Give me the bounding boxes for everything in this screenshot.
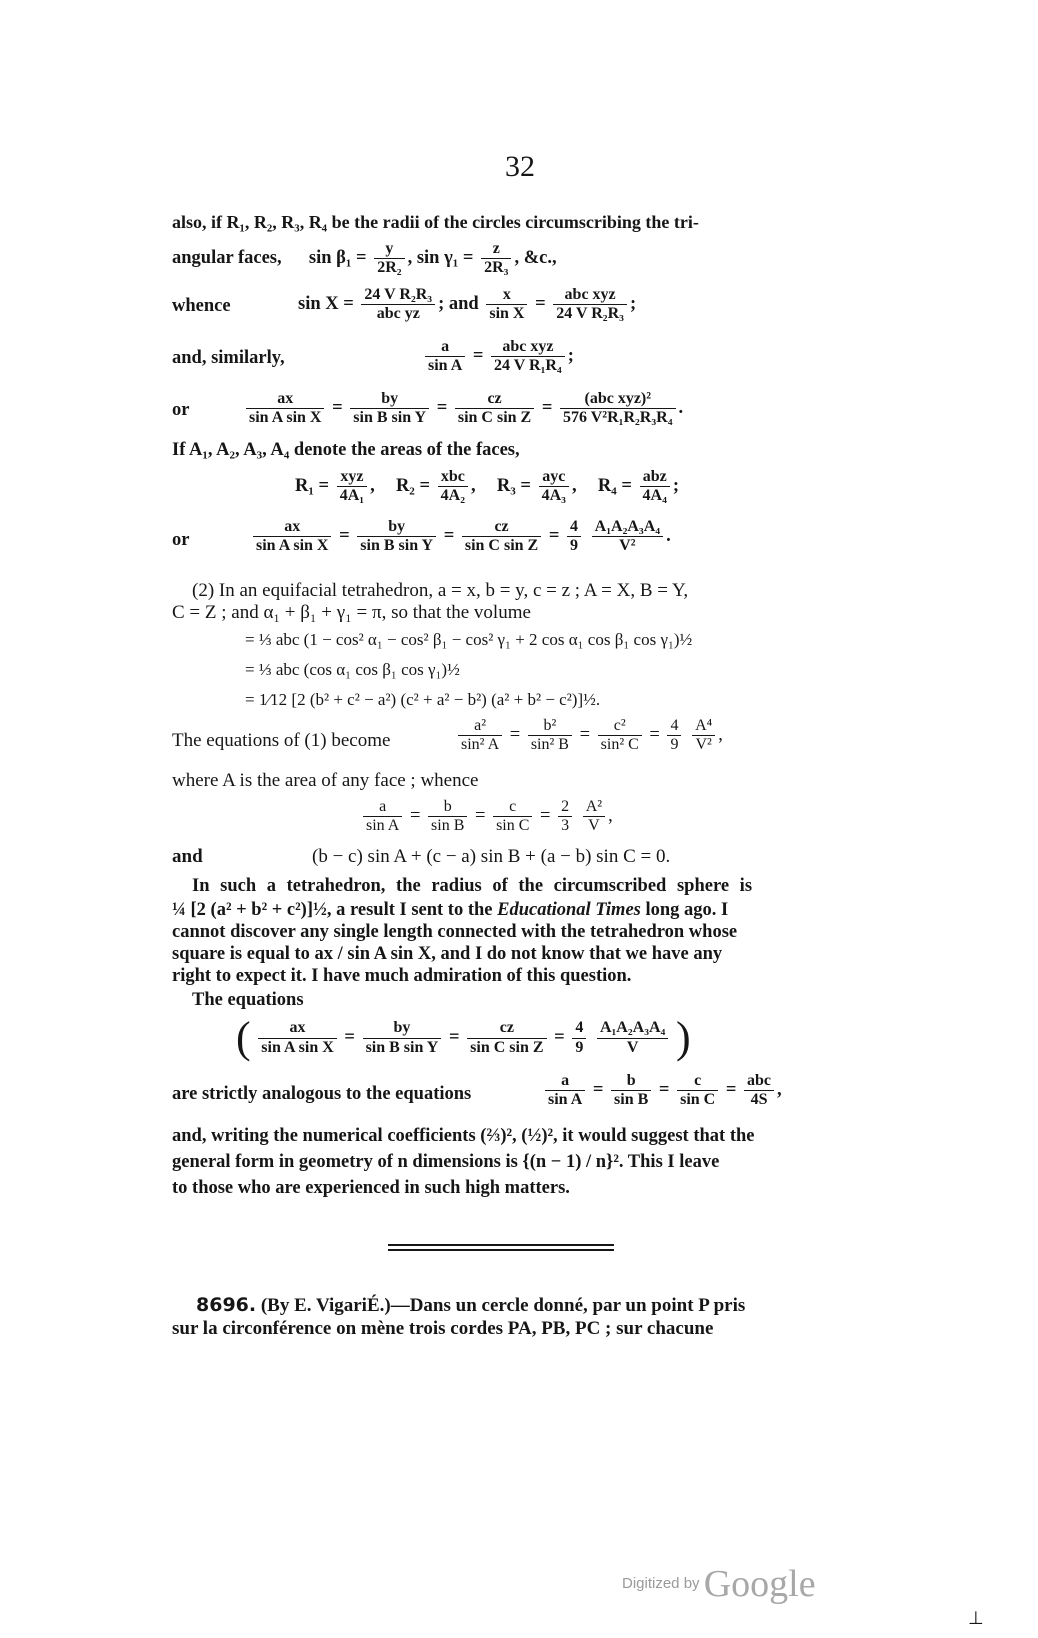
denominator: sin X (489, 305, 525, 323)
fraction (462, 518, 541, 556)
fraction (493, 798, 532, 836)
text-fragment: ¼ [2 (a² + b² + c²)]½, a result I sent to the (172, 900, 493, 920)
numerator: by (363, 1019, 442, 1038)
denominator: sin A sin X (261, 1038, 334, 1056)
denominator: 4A₂ (440, 487, 465, 505)
numerator: xbc (438, 468, 468, 487)
fraction (361, 286, 435, 324)
numerator: cz (455, 390, 534, 409)
fraction (357, 518, 436, 556)
text-fragment: ; and (438, 294, 479, 315)
equation-line: sin X = $\frac{\text{24 V R₂R₃}}{\text{abc yz}}$ ; and $\frac{x}{\text{sin X}}$ = $\frac{\text{abc xyz}}{\text{24 V R₂R₃}}$ ; (298, 286, 637, 323)
denominator: 4A₃ (541, 487, 566, 505)
equation-line: $\frac{\text{a²}}{\text{sin² A}}$ = $\frac{\text{b²}}{\text{sin² B}}$ = $\frac{\text{c²}}{\text{sin² C}}$ = $\frac{4}{9}$ $\frac{\text{A⁴}}{\text{V²}}$ , (455, 717, 723, 755)
numerator: 4 (567, 518, 581, 537)
numerator: A² (583, 798, 605, 817)
denominator: sin A sin X (249, 409, 322, 427)
equation-line: = 1⁄12 [2 (b² + c² − a²) (c² + a² − b²) (a² + b² − c²)]½. (245, 690, 601, 709)
fraction (246, 390, 324, 428)
text-or: or (172, 530, 190, 550)
left-paren: ( (236, 1013, 251, 1062)
denominator: 576 V²R₁R₂R₃R₄ (563, 409, 673, 427)
equation-line: $\frac{a}{\text{sin A}}$ = $\frac{b}{\text{sin B}}$ = $\frac{c}{\text{sin C}}$ = $\frac{2}{3}$ $\frac{\text{A²}}{V}$ , (360, 798, 613, 836)
text-line: In such a tetrahedron, the radius of the circumscribed sphere is (192, 876, 753, 896)
denominator: sin B sin Y (360, 537, 434, 555)
fraction (572, 1019, 586, 1057)
numerator: xyz (337, 468, 367, 487)
numerator: b (428, 798, 467, 817)
text-fragment: R₂ = (395, 476, 431, 497)
denominator: sin B (614, 1091, 649, 1109)
fraction (455, 390, 534, 428)
fraction (467, 1019, 546, 1057)
denominator: sin² A (461, 736, 500, 754)
fraction (486, 286, 527, 324)
fraction (545, 1072, 585, 1110)
denominator: 9 (570, 537, 579, 555)
text-fragment: angular faces, (172, 248, 282, 269)
denominator: sin B sin Y (365, 1038, 439, 1056)
denominator: sin² B (530, 736, 569, 754)
fraction (491, 338, 565, 376)
fraction (438, 468, 468, 506)
fraction (539, 468, 569, 506)
denominator: 3 (561, 817, 570, 835)
text-line: and, writing the numerical coefficients (⅔)², (½)², it would suggest that the (172, 1126, 755, 1146)
text-and-similarly: and, similarly, (172, 348, 285, 368)
fraction (350, 390, 429, 428)
page-number: 32 (505, 150, 535, 183)
equation-line: $\frac{ax}{\text{sin A sin X}}$ = $\frac{by}{\text{sin B sin Y}}$ = $\frac{cz}{\text{sin C sin Z}}$ = $\frac{\text{(abc xyz)²}}{\text{576 V²R₁R₂R₃R₄}}$ . (243, 390, 683, 428)
numerator: A₁A₂A₃A₄ (597, 1019, 668, 1038)
equation-line: $\frac{a}{\text{sin A}}$ = $\frac{\text{abc xyz}}{\text{24 V R₁R₄}}$ ; (422, 338, 574, 376)
denominator: V (588, 817, 600, 835)
equation-line: $\frac{ax}{\text{sin A sin X}}$ = $\frac{by}{\text{sin B sin Y}}$ = $\frac{cz}{\text{sin C sin Z}}$ = $\frac{4}{9}$ $\frac{\text{A₁A₂A₃A₄}}{\text{V²}}$ . (250, 518, 671, 556)
fraction (592, 518, 663, 556)
text-line: If A₁, A₂, A₃, A₄ denote the areas of the faces, (172, 440, 520, 460)
denominator: sin B sin Y (353, 409, 427, 427)
text-line: general form in geometry of n dimensions is {(n − 1) / n}². This I leave (172, 1152, 720, 1172)
right-paren: ) (675, 1013, 691, 1062)
watermark-text: Digitized by (622, 1574, 700, 1592)
corner-mark-icon: ⊥ (968, 1608, 984, 1629)
numerator: A₁A₂A₃A₄ (592, 518, 663, 537)
numerator: x (486, 286, 527, 305)
numerator: a (363, 798, 402, 817)
text-line: where A is the area of any face ; whence (172, 770, 479, 791)
denominator: sin² C (600, 736, 639, 754)
question-number: 8696. (196, 1294, 257, 1316)
fraction (692, 717, 715, 755)
fraction (640, 468, 670, 506)
text-line: The equations of (1) become (172, 730, 391, 751)
numerator: cz (467, 1019, 546, 1038)
fraction (560, 390, 675, 428)
text-line: right to expect it. I have much admiration of this question. (172, 966, 632, 986)
fraction (337, 468, 367, 506)
denominator: sin A (428, 357, 463, 375)
numerator: 2 (558, 798, 572, 817)
fraction (611, 1072, 651, 1110)
text-fragment: (By E. VigariÉ.)—Dans un cercle donné, par un point P pris (260, 1295, 746, 1316)
fraction (425, 338, 465, 376)
text-line: cannot discover any single length connected with the tetrahedron whose (172, 922, 738, 942)
journal-title: Educational Times (497, 900, 641, 920)
section-divider (388, 1244, 614, 1246)
denominator: sin A sin X (256, 537, 329, 555)
google-logo: Google (703, 1563, 816, 1605)
numerator: by (350, 390, 429, 409)
text-line: also, if R₁, R₂, R₃, R₄ be the radii of the circles circumscribing the tri- (172, 212, 699, 232)
equation-line (172, 240, 557, 278)
numerator: ayc (539, 468, 569, 487)
text-line: square is equal to ax / sin A sin X, and I do not know that we have any (172, 944, 723, 964)
numerator: c² (598, 717, 642, 736)
denominator: sin C sin Z (464, 537, 539, 555)
text-line: C = Z ; and α₁ + β₁ + γ₁ = π, so that the volume (172, 602, 531, 623)
fraction (428, 798, 467, 836)
text-fragment: sin X = (298, 294, 354, 315)
fraction (558, 798, 572, 836)
denominator: sin C (496, 817, 530, 835)
denominator: sin C (680, 1091, 716, 1109)
text-fragment: , &c., (514, 248, 557, 269)
text-line (172, 900, 728, 921)
numerator: abc xyz (553, 286, 627, 305)
denominator: 2R₃ (484, 259, 509, 277)
denominator: sin C sin Z (457, 409, 532, 427)
fraction (667, 717, 681, 755)
text-or: or (172, 400, 190, 420)
numerator: b² (528, 717, 572, 736)
text-line: are strictly analogous to the equations (172, 1084, 472, 1104)
numerator: 4 (667, 717, 681, 736)
denominator: sin A (366, 817, 400, 835)
denominator: sin B (431, 817, 465, 835)
text-line: The equations (192, 990, 304, 1010)
numerator: (abc xyz)² (560, 390, 675, 409)
equation-line: $\frac{a}{\text{sin A}}$ = $\frac{b}{\text{sin B}}$ = $\frac{c}{\text{sin C}}$ = $\frac{\text{abc}}{4S}$ , (542, 1072, 782, 1110)
fraction (481, 240, 511, 278)
equation-line: (b − c) sin A + (c − a) sin B + (a − b) sin C = 0. (312, 846, 671, 867)
denominator: 9 (575, 1038, 584, 1056)
fraction (253, 518, 331, 556)
numerator: a (425, 338, 465, 357)
google-watermark (622, 1562, 816, 1606)
fraction (374, 240, 404, 278)
text-fragment: , sin γ₁ = (407, 248, 474, 269)
fraction (583, 798, 605, 836)
denominator: abc yz (376, 305, 420, 323)
equation-line: R₁ = $\frac{\text{xyz}}{\text{4A₁}}$ , R₂ = $\frac{\text{xbc}}{\text{4A₂}}$ , R₃ = $\frac{\text{ayc}}{\text{4A₃}}$ , R₄ = $\frac{\text{abz}}{\text{4A₄}}$ ; (295, 468, 680, 505)
equation-line: = ⅓ abc (1 − cos² α₁ − cos² β₁ − cos² γ₁ + 2 cos α₁ cos β₁ cos γ₁)½ (245, 630, 693, 649)
equation-line: ( $\frac{ax}{\text{sin A sin X}}$ = $\frac{by}{\text{sin B sin Y}}$ = $\frac{cz}{\text{sin C sin Z}}$ = $\frac{4}{9}$ $\frac{\text{A₁A₂A₃A₄}}{V}$ ) (236, 1013, 691, 1062)
numerator: ax (246, 390, 324, 409)
text-fragment: R₃ = (496, 476, 531, 497)
text-fragment: R₁ = (295, 476, 330, 497)
fraction (258, 1019, 336, 1057)
denominator: sin A (548, 1091, 583, 1109)
numerator: cz (462, 518, 541, 537)
numerator: a (545, 1072, 585, 1091)
fraction (677, 1072, 718, 1110)
numerator: c (493, 798, 532, 817)
denominator: 2R₂ (377, 259, 402, 277)
text-line: sur la circonférence on mène trois cordes PA, PB, PC ; sur chacune (172, 1318, 714, 1339)
equation-line: = ⅓ abc (cos α₁ cos β₁ cos γ₁)½ (245, 660, 460, 679)
numerator: abc (744, 1072, 774, 1091)
numerator: 24 V R₂R₃ (361, 286, 435, 305)
text-line: (2) In an equifacial tetrahedron, a = x, b = y, c = z ; A = X, B = Y, (192, 580, 689, 601)
fraction (458, 717, 502, 755)
numerator: ax (253, 518, 331, 537)
denominator: 4A₄ (642, 487, 667, 505)
numerator: 4 (572, 1019, 586, 1038)
numerator: abc xyz (491, 338, 565, 357)
denominator: 4S (750, 1091, 768, 1109)
fraction (597, 1019, 668, 1057)
numerator: z (481, 240, 511, 259)
numerator: A⁴ (692, 717, 715, 736)
fraction (553, 286, 627, 324)
denominator: 4A₁ (339, 487, 365, 505)
fraction (363, 1019, 442, 1057)
denominator: V² (695, 736, 712, 754)
fraction (567, 518, 581, 556)
section-divider (388, 1249, 614, 1251)
numerator: b (611, 1072, 651, 1091)
numerator: abz (640, 468, 670, 487)
denominator: 24 V R₁R₄ (494, 357, 562, 375)
denominator: V² (619, 537, 636, 555)
numerator: a² (458, 717, 502, 736)
denominator: 24 V R₂R₃ (556, 305, 624, 323)
fraction (598, 717, 642, 755)
text-line (196, 1294, 745, 1317)
text-fragment: long ago. I (645, 900, 729, 920)
denominator: 9 (670, 736, 679, 754)
numerator: y (374, 240, 404, 259)
numerator: c (677, 1072, 718, 1091)
fraction (744, 1072, 774, 1110)
numerator: ax (258, 1019, 336, 1038)
denominator: sin C sin Z (470, 1038, 544, 1056)
text-line: to those who are experienced in such high matters. (172, 1178, 570, 1198)
fraction (363, 798, 402, 836)
text-fragment: R₄ = (597, 476, 632, 497)
text-and: and (172, 846, 203, 867)
denominator: V (626, 1038, 639, 1056)
numerator: by (357, 518, 436, 537)
text-fragment: sin β₁ = (308, 248, 367, 269)
text-whence: whence (172, 296, 231, 316)
fraction (528, 717, 572, 755)
